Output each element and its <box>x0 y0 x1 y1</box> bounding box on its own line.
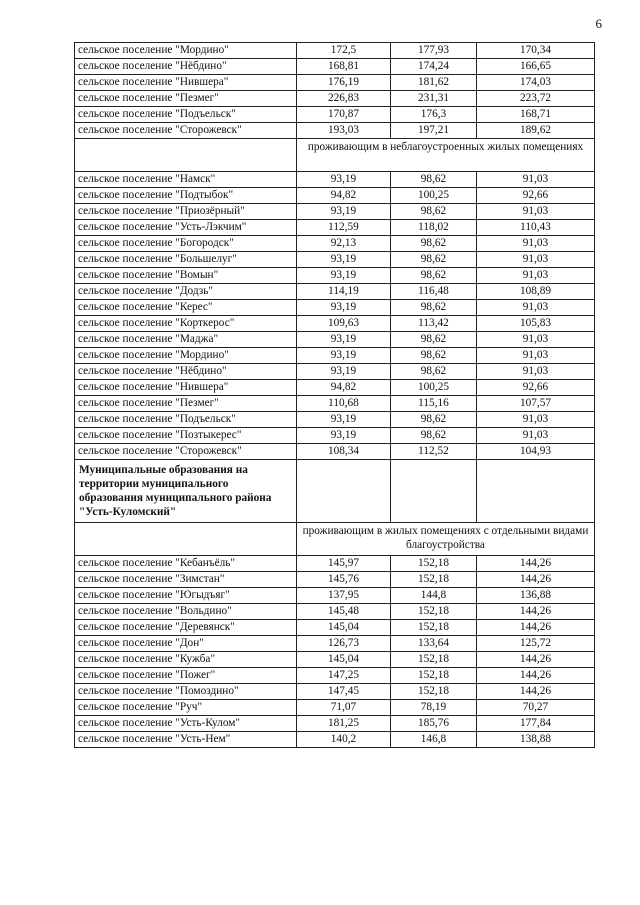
settlement-name: сельское поселение "Югыдъяг" <box>75 588 297 604</box>
value-cell: 70,27 <box>477 700 595 716</box>
table-row <box>75 668 595 684</box>
table-row <box>75 604 595 620</box>
value-cell: 93,19 <box>297 300 391 316</box>
settlement-name: сельское поселение "Намск" <box>75 172 297 188</box>
value-cell: 78,19 <box>391 700 477 716</box>
value-cell: 98,62 <box>391 172 477 188</box>
value-cell: 92,66 <box>477 188 595 204</box>
table-row <box>75 396 595 412</box>
settlement-name: сельское поселение "Руч" <box>75 700 297 716</box>
value-cell: 145,76 <box>297 572 391 588</box>
settlement-name: сельское поселение "Нёбдино" <box>75 59 297 75</box>
value-cell: 144,26 <box>477 620 595 636</box>
table-row <box>75 364 595 380</box>
table-row <box>75 59 595 75</box>
value-cell: 152,18 <box>391 620 477 636</box>
value-cell: 193,03 <box>297 123 391 139</box>
value-cell: 174,24 <box>391 59 477 75</box>
value-cell: 226,83 <box>297 91 391 107</box>
table-row <box>75 188 595 204</box>
value-cell: 91,03 <box>477 252 595 268</box>
subheading-row <box>75 139 595 172</box>
table-row <box>75 588 595 604</box>
empty-cell <box>391 460 477 523</box>
empty-cell <box>297 460 391 523</box>
table-row <box>75 700 595 716</box>
value-cell: 92,66 <box>477 380 595 396</box>
settlement-name: сельское поселение "Мордино" <box>75 43 297 59</box>
settlement-name: сельское поселение "Усть-Лэкчим" <box>75 220 297 236</box>
district-heading: Муниципальные образования на территории муниципального образования муниципального района "Усть-Куломский" <box>75 460 297 523</box>
value-cell: 145,48 <box>297 604 391 620</box>
value-cell: 115,16 <box>391 396 477 412</box>
settlement-name: сельское поселение "Сторожевск" <box>75 123 297 139</box>
table-row <box>75 75 595 91</box>
settlement-name: сельское поселение "Нившера" <box>75 380 297 396</box>
settlement-name: сельское поселение "Маджа" <box>75 332 297 348</box>
value-cell: 100,25 <box>391 188 477 204</box>
table-row <box>75 556 595 572</box>
value-cell: 98,62 <box>391 428 477 444</box>
settlement-name: сельское поселение "Мордино" <box>75 348 297 364</box>
table-row <box>75 380 595 396</box>
district-heading-row <box>75 460 595 523</box>
settlement-name: сельское поселение "Усть-Нем" <box>75 732 297 748</box>
value-cell: 93,19 <box>297 428 391 444</box>
settlement-name: сельское поселение "Подтыбок" <box>75 188 297 204</box>
value-cell: 172,5 <box>297 43 391 59</box>
table-row <box>75 284 595 300</box>
value-cell: 140,2 <box>297 732 391 748</box>
value-cell: 126,73 <box>297 636 391 652</box>
value-cell: 104,93 <box>477 444 595 460</box>
value-cell: 152,18 <box>391 668 477 684</box>
empty-cell <box>477 460 595 523</box>
value-cell: 110,43 <box>477 220 595 236</box>
table-row <box>75 684 595 700</box>
settlement-name: сельское поселение "Пожег" <box>75 668 297 684</box>
table-row <box>75 300 595 316</box>
table-row <box>75 572 595 588</box>
settlement-name: сельское поселение "Пезмег" <box>75 91 297 107</box>
value-cell: 93,19 <box>297 332 391 348</box>
value-cell: 116,48 <box>391 284 477 300</box>
table-row <box>75 204 595 220</box>
value-cell: 94,82 <box>297 188 391 204</box>
settlement-name: сельское поселение "Помоздино" <box>75 684 297 700</box>
settlement-name: сельское поселение "Приозёрный" <box>75 204 297 220</box>
value-cell: 166,65 <box>477 59 595 75</box>
value-cell: 98,62 <box>391 412 477 428</box>
settlement-name: сельское поселение "Зимстан" <box>75 572 297 588</box>
value-cell: 144,26 <box>477 668 595 684</box>
table-row <box>75 428 595 444</box>
value-cell: 93,19 <box>297 364 391 380</box>
value-cell: 98,62 <box>391 252 477 268</box>
value-cell: 152,18 <box>391 572 477 588</box>
value-cell: 91,03 <box>477 428 595 444</box>
value-cell: 113,42 <box>391 316 477 332</box>
settlement-name: сельское поселение "Подъельск" <box>75 107 297 123</box>
value-cell: 144,26 <box>477 652 595 668</box>
settlement-name: сельское поселение "Деревянск" <box>75 620 297 636</box>
value-cell: 91,03 <box>477 300 595 316</box>
category-subheading: проживающим в неблагоустроенных жилых помещениях <box>297 139 595 172</box>
table-row <box>75 172 595 188</box>
table-row <box>75 412 595 428</box>
table-row <box>75 716 595 732</box>
value-cell: 98,62 <box>391 332 477 348</box>
value-cell: 185,76 <box>391 716 477 732</box>
value-cell: 110,68 <box>297 396 391 412</box>
value-cell: 197,21 <box>391 123 477 139</box>
empty-cell <box>75 523 297 556</box>
value-cell: 189,62 <box>477 123 595 139</box>
settlement-name: сельское поселение "Подъельск" <box>75 412 297 428</box>
settlement-name: сельское поселение "Сторожевск" <box>75 444 297 460</box>
settlement-name: сельское поселение "Вольдино" <box>75 604 297 620</box>
table-row <box>75 732 595 748</box>
table-row <box>75 444 595 460</box>
value-cell: 91,03 <box>477 236 595 252</box>
value-cell: 181,62 <box>391 75 477 91</box>
table-row <box>75 316 595 332</box>
value-cell: 92,13 <box>297 236 391 252</box>
settlement-name: сельское поселение "Позтыкерес" <box>75 428 297 444</box>
value-cell: 109,63 <box>297 316 391 332</box>
value-cell: 98,62 <box>391 204 477 220</box>
value-cell: 91,03 <box>477 348 595 364</box>
settlement-name: сельское поселение "Дон" <box>75 636 297 652</box>
table-row <box>75 620 595 636</box>
table-row <box>75 123 595 139</box>
value-cell: 168,81 <box>297 59 391 75</box>
value-cell: 145,04 <box>297 620 391 636</box>
value-cell: 91,03 <box>477 332 595 348</box>
value-cell: 94,82 <box>297 380 391 396</box>
value-cell: 144,26 <box>477 572 595 588</box>
value-cell: 152,18 <box>391 604 477 620</box>
settlement-name: сельское поселение "Керес" <box>75 300 297 316</box>
value-cell: 147,45 <box>297 684 391 700</box>
value-cell: 144,26 <box>477 604 595 620</box>
settlement-name: сельское поселение "Пезмег" <box>75 396 297 412</box>
value-cell: 93,19 <box>297 348 391 364</box>
table-row <box>75 43 595 59</box>
value-cell: 176,3 <box>391 107 477 123</box>
page-number: 6 <box>595 16 602 31</box>
value-cell: 100,25 <box>391 380 477 396</box>
settlement-name: сельское поселение "Кужба" <box>75 652 297 668</box>
value-cell: 231,31 <box>391 91 477 107</box>
value-cell: 170,87 <box>297 107 391 123</box>
category-subheading: проживающим в жилых помещениях с отдельными видами благоустройства <box>297 523 595 556</box>
value-cell: 145,04 <box>297 652 391 668</box>
value-cell: 93,19 <box>297 268 391 284</box>
table-row <box>75 348 595 364</box>
table-row <box>75 636 595 652</box>
value-cell: 144,8 <box>391 588 477 604</box>
empty-cell <box>75 139 297 172</box>
settlement-name: сельское поселение "Богородск" <box>75 236 297 252</box>
value-cell: 147,25 <box>297 668 391 684</box>
table-row <box>75 252 595 268</box>
value-cell: 144,26 <box>477 684 595 700</box>
value-cell: 145,97 <box>297 556 391 572</box>
settlement-name: сельское поселение "Усть-Кулом" <box>75 716 297 732</box>
table-row <box>75 107 595 123</box>
value-cell: 93,19 <box>297 412 391 428</box>
settlement-name: сельское поселение "Большелуг" <box>75 252 297 268</box>
value-cell: 174,03 <box>477 75 595 91</box>
table-row <box>75 236 595 252</box>
value-cell: 112,59 <box>297 220 391 236</box>
value-cell: 91,03 <box>477 204 595 220</box>
value-cell: 138,88 <box>477 732 595 748</box>
value-cell: 144,26 <box>477 556 595 572</box>
value-cell: 98,62 <box>391 268 477 284</box>
value-cell: 108,34 <box>297 444 391 460</box>
table-row <box>75 91 595 107</box>
tariff-table <box>74 42 595 748</box>
value-cell: 133,64 <box>391 636 477 652</box>
value-cell: 152,18 <box>391 556 477 572</box>
settlement-name: сельское поселение "Нившера" <box>75 75 297 91</box>
value-cell: 125,72 <box>477 636 595 652</box>
value-cell: 108,89 <box>477 284 595 300</box>
value-cell: 93,19 <box>297 172 391 188</box>
value-cell: 98,62 <box>391 364 477 380</box>
settlement-name: сельское поселение "Додзь" <box>75 284 297 300</box>
value-cell: 223,72 <box>477 91 595 107</box>
value-cell: 136,88 <box>477 588 595 604</box>
value-cell: 91,03 <box>477 364 595 380</box>
value-cell: 91,03 <box>477 268 595 284</box>
value-cell: 98,62 <box>391 236 477 252</box>
value-cell: 105,83 <box>477 316 595 332</box>
settlement-name: сельское поселение "Корткерос" <box>75 316 297 332</box>
value-cell: 146,8 <box>391 732 477 748</box>
value-cell: 98,62 <box>391 348 477 364</box>
value-cell: 168,71 <box>477 107 595 123</box>
value-cell: 177,93 <box>391 43 477 59</box>
value-cell: 181,25 <box>297 716 391 732</box>
value-cell: 170,34 <box>477 43 595 59</box>
value-cell: 91,03 <box>477 412 595 428</box>
value-cell: 176,19 <box>297 75 391 91</box>
settlement-name: сельское поселение "Кебанъёль" <box>75 556 297 572</box>
value-cell: 71,07 <box>297 700 391 716</box>
value-cell: 118,02 <box>391 220 477 236</box>
settlement-name: сельское поселение "Вомын" <box>75 268 297 284</box>
value-cell: 114,19 <box>297 284 391 300</box>
value-cell: 112,52 <box>391 444 477 460</box>
table-row <box>75 332 595 348</box>
subheading-row <box>75 523 595 556</box>
table-row <box>75 652 595 668</box>
value-cell: 98,62 <box>391 300 477 316</box>
value-cell: 152,18 <box>391 684 477 700</box>
settlement-name: сельское поселение "Нёбдино" <box>75 364 297 380</box>
value-cell: 137,95 <box>297 588 391 604</box>
value-cell: 91,03 <box>477 172 595 188</box>
table-row <box>75 268 595 284</box>
value-cell: 177,84 <box>477 716 595 732</box>
value-cell: 107,57 <box>477 396 595 412</box>
value-cell: 93,19 <box>297 252 391 268</box>
value-cell: 152,18 <box>391 652 477 668</box>
table-row <box>75 220 595 236</box>
value-cell: 93,19 <box>297 204 391 220</box>
